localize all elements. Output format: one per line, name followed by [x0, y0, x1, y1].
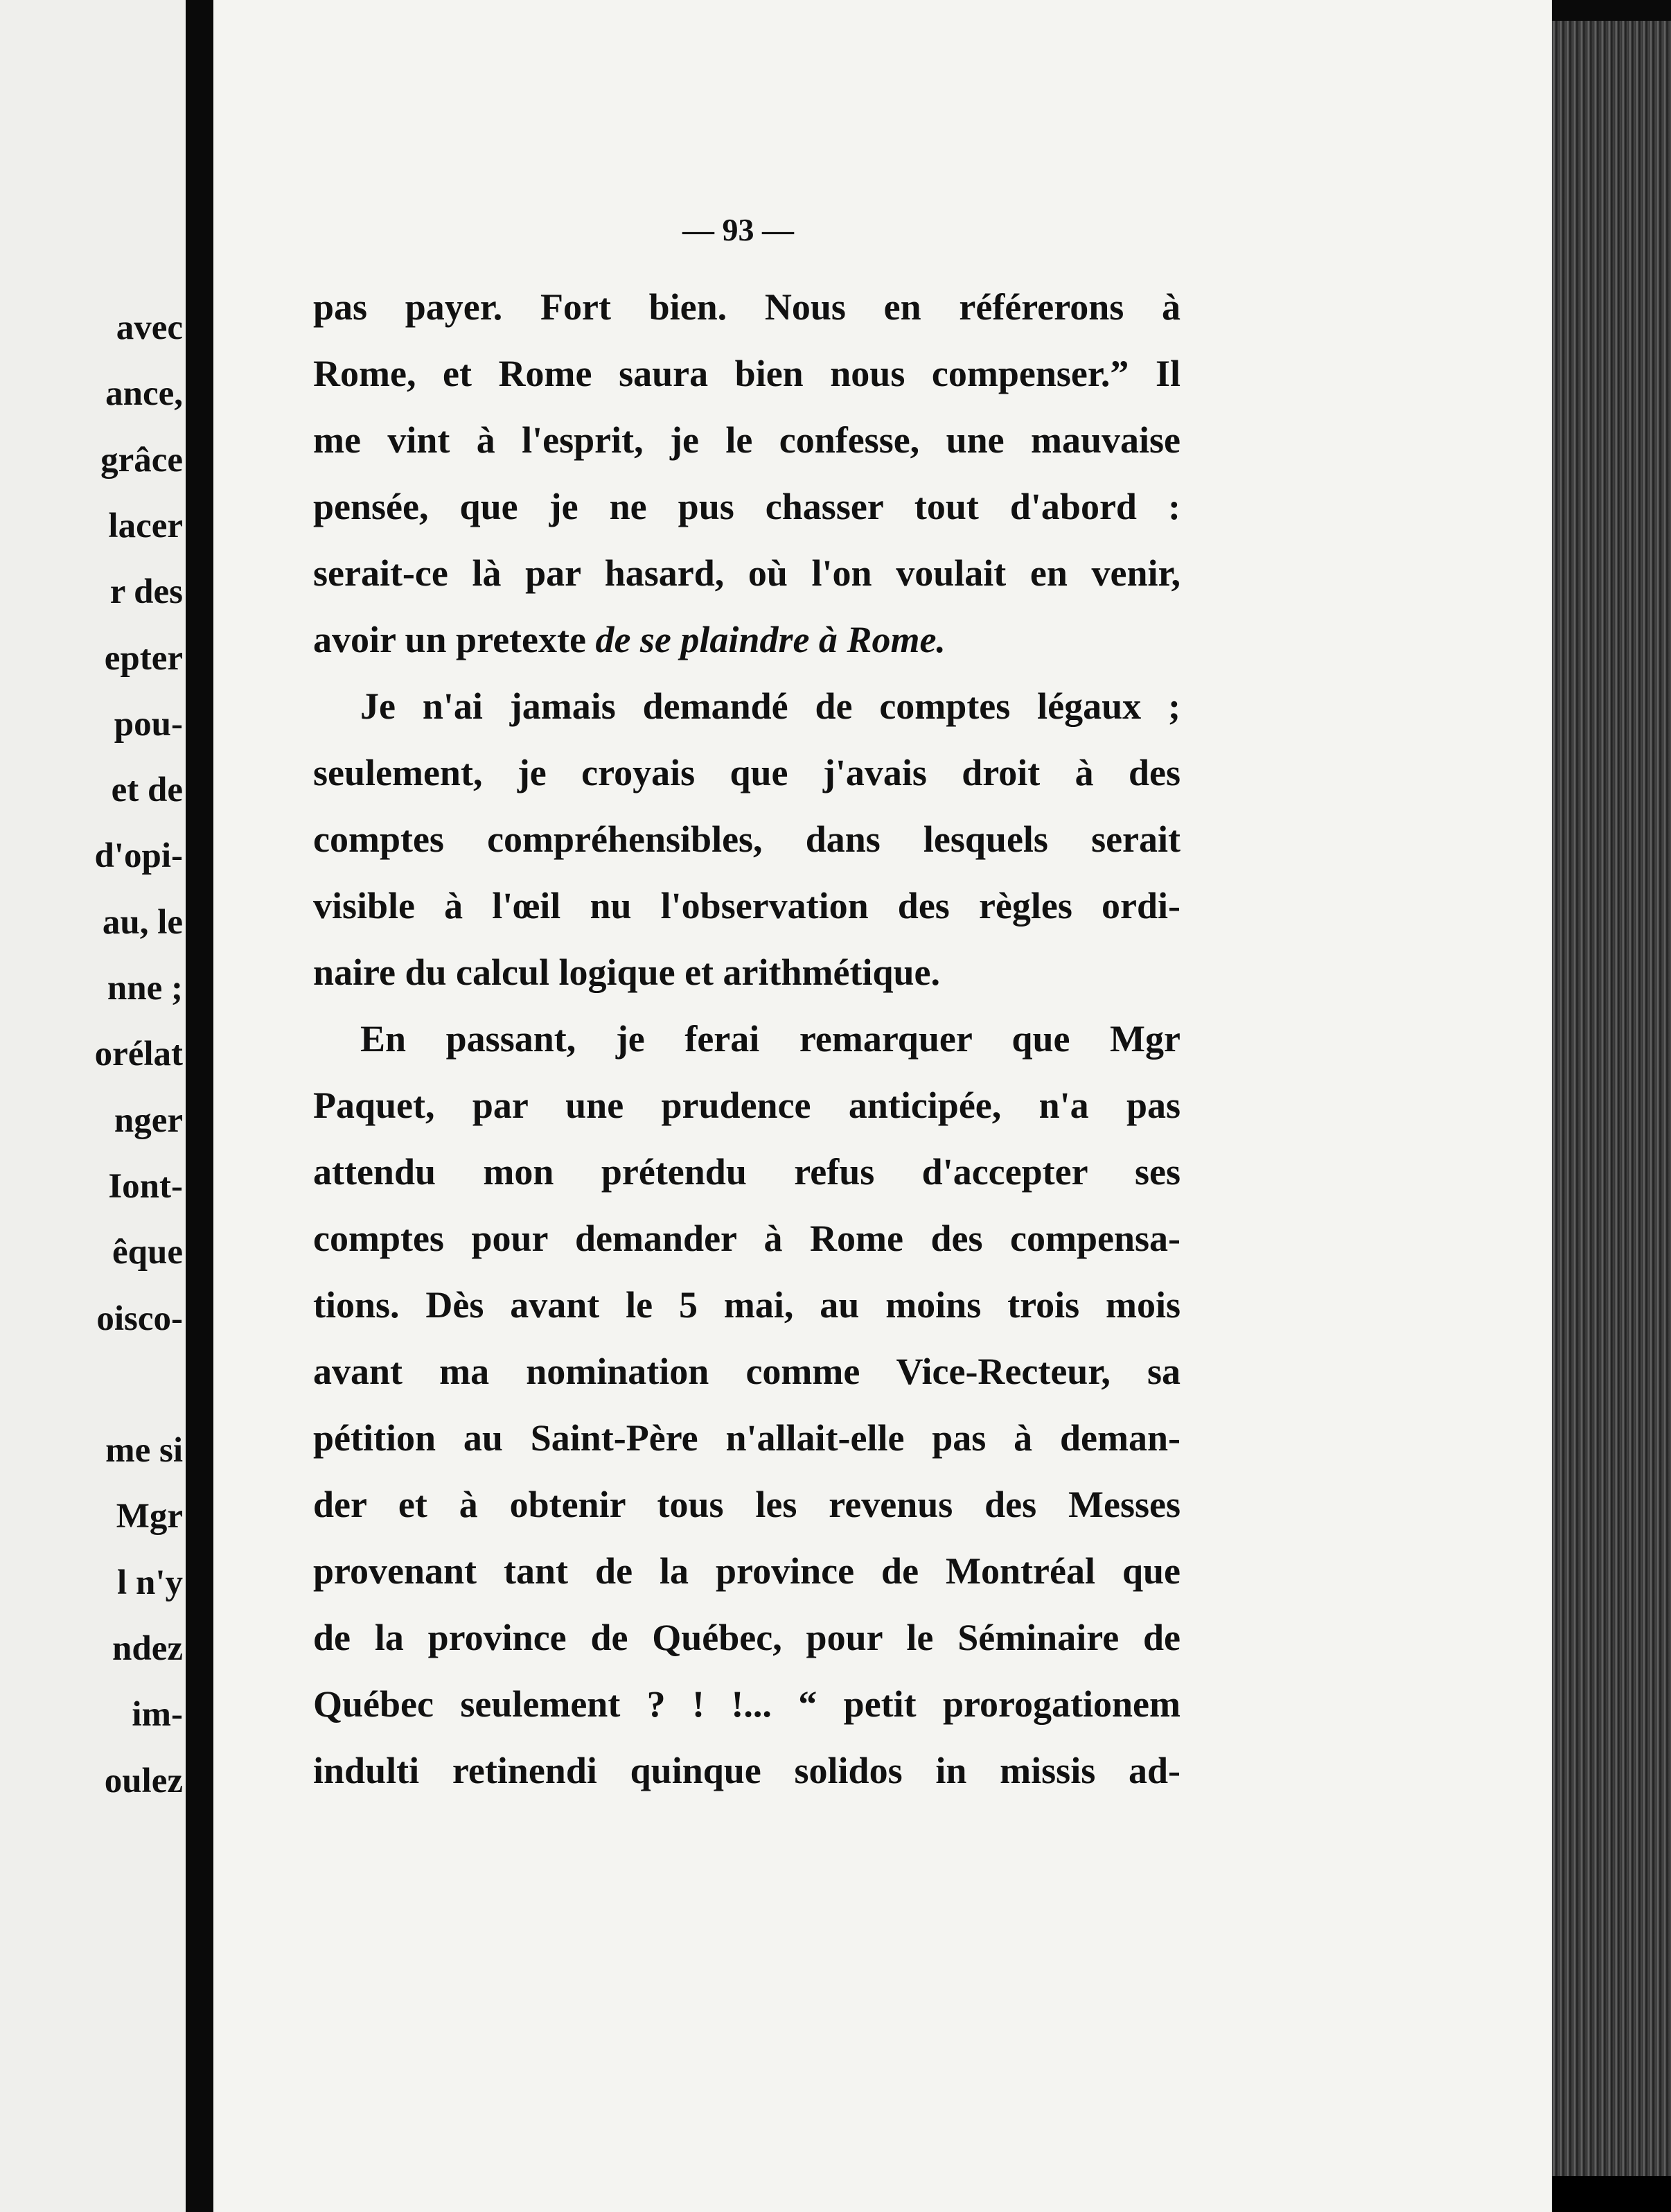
page-number: — 93 — [682, 212, 794, 247]
previous-page-fragment: r des [109, 572, 183, 611]
previous-page-fragment: im- [132, 1695, 183, 1734]
paragraph-1 [313, 274, 1181, 673]
text-line: Rome, et Rome saura bien nous compenser.” Il [313, 353, 1181, 394]
text-line: provenant tant de la province de Montréal que [313, 1550, 1181, 1592]
previous-page-fragment: ndez [112, 1629, 183, 1668]
book-gutter [186, 0, 213, 2212]
text-line: Je n'ai jamais demandé de comptes légaux ; [360, 685, 1181, 727]
text-line: serait-ce là par hasard, où l'on voulait en venir, [313, 552, 1181, 594]
paragraph-3 [313, 1006, 1181, 1804]
previous-page-fragment: epter [104, 639, 183, 678]
paragraph-2 [313, 673, 1181, 1006]
previous-page-fragment: ance, [105, 374, 183, 413]
text-line: comptes pour demander à Rome des compensa- [313, 1218, 1181, 1259]
text-line: me vint à l'esprit, je le confesse, une mauvaise [313, 419, 1181, 461]
previous-page-fragment: Mgr [116, 1497, 183, 1536]
page-edges [1552, 21, 1671, 2176]
text-line: seulement, je croyais que j'avais droit à des [313, 752, 1181, 793]
previous-page-fragment: orélat [94, 1035, 183, 1073]
text-line: avant ma nomination comme Vice-Recteur, sa [313, 1351, 1181, 1392]
text-line: visible à l'œil nu l'observation des règles ordi- [313, 885, 1181, 927]
text-line: naire du calcul logique et arithmétique. [313, 951, 940, 993]
previous-page-fragment: avec [116, 308, 183, 347]
previous-page-fragment: l n'y [117, 1563, 183, 1602]
text-line: Paquet, par une prudence anticipée, n'a pas [313, 1085, 1181, 1126]
text-line: de la province de Québec, pour le Séminaire de [313, 1617, 1181, 1658]
text-line: tions. Dès avant le 5 mai, au moins trois mois [313, 1284, 1181, 1326]
text-line: der et à obtenir tous les revenus des Messes [313, 1484, 1181, 1525]
previous-page-fragment: grâce [100, 441, 183, 480]
previous-page-fragment: au, le [102, 903, 183, 942]
text-line: attendu mon prétendu refus d'accepter ses [313, 1151, 1181, 1193]
previous-page-fragment: nne ; [107, 969, 183, 1008]
previous-page-fragment: oulez [104, 1762, 183, 1800]
page-edges-top [1552, 0, 1671, 21]
text-plain: avoir un pretexte [313, 619, 596, 660]
text-line: En passant, je ferai remarquer que Mgr [360, 1018, 1181, 1060]
previous-page-fragment: d'opi- [94, 836, 183, 875]
previous-page-fragment: nger [114, 1101, 183, 1140]
previous-page-fragment: lacer [108, 507, 183, 545]
text-line: comptes compréhensibles, dans lesquels serait [313, 818, 1181, 860]
text-line: Québec seulement ? ! !... “ petit prorogationem [313, 1683, 1181, 1725]
text-line [313, 606, 1181, 673]
previous-page-fragment: me si [105, 1431, 183, 1470]
text-line: pensée, que je ne pus chasser tout d'abord : [313, 486, 1181, 527]
previous-page-fragment: pou- [114, 705, 183, 744]
previous-page [0, 0, 186, 2212]
body-text [313, 274, 1181, 1804]
previous-page-fragment: et de [111, 771, 183, 809]
text-line: indulti retinendi quinque solidos in missis ad- [313, 1750, 1181, 1791]
text-line: pétition au Saint-Père n'allait-elle pas à deman- [313, 1417, 1181, 1459]
previous-page-fragment: êque [112, 1233, 183, 1272]
previous-page-fragment: Iont- [108, 1167, 183, 1206]
previous-page-fragment: oisco- [96, 1299, 183, 1338]
text-line: pas payer. Fort bien. Nous en référerons à [313, 286, 1181, 328]
text-italic: de se plaindre à Rome. [595, 619, 946, 660]
